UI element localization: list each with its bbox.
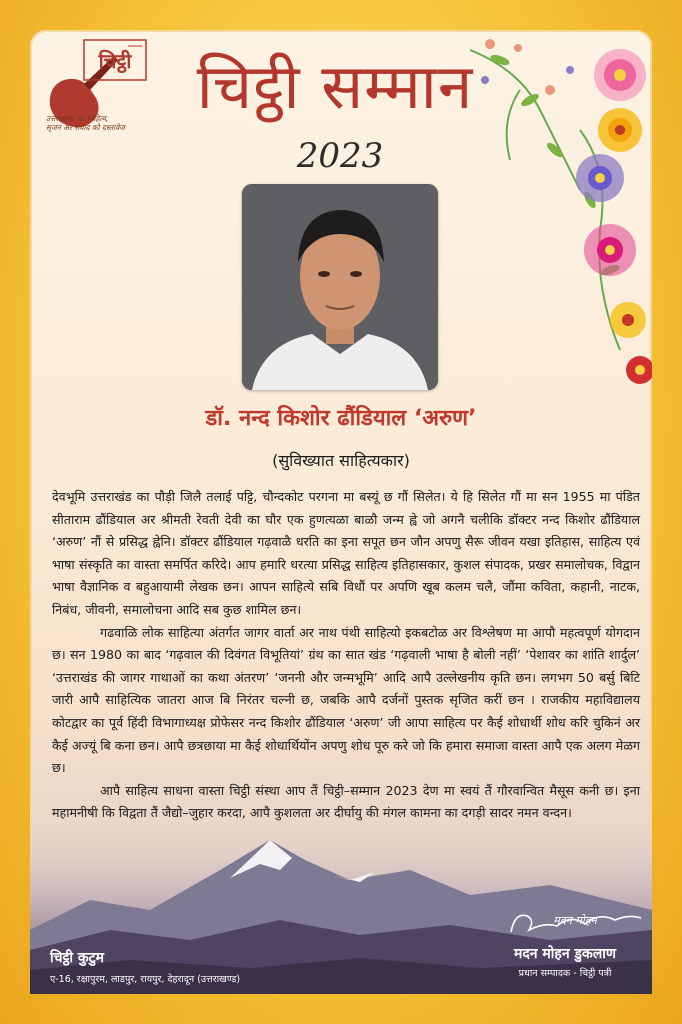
logo-tagline-line2: सृजन अर संवाद को दस्तावेज: [46, 123, 125, 132]
portrait-image: [242, 184, 438, 390]
honoree-photo: [242, 184, 438, 390]
pink-flower-icon: [594, 49, 646, 101]
citation-text: [52, 486, 640, 825]
honoree-designation: (सुविख्यात साहित्यकार): [272, 451, 410, 470]
signatory-title: प्रधान सम्पादक - चिट्ठी पत्री: [518, 968, 612, 979]
signatory-name: मदन मोहन डुकलाण: [513, 946, 616, 962]
flower-decoration: [460, 30, 652, 390]
honoree-name: डॉ. नन्द किशोर ढौंडियाल ‘अरुण’: [205, 406, 477, 431]
logo-tagline: [46, 114, 166, 132]
logo-tagline-line1: उत्तराखण्ड का साहित्य,: [46, 114, 109, 123]
logo-name: चिट्ठी: [98, 49, 132, 73]
yellow-flower-icon: [598, 108, 642, 152]
small-blossom-icons: [481, 39, 574, 95]
citation-paragraph-3: आपै साहित्य साधना वास्ता चिट्ठी संस्था आप तैं चिट्ठी–सम्मान 2023 देण मा स्वयं तैं गौरवान्वित मैसूस कनी छ। इना महामनीषी कि विद्वता तैं जैद्यो–जुहार करदा, आपै कुशलता अर दीर्घायु की मंगल कामना का दगड़ी सादर नमन वन्दन।: [52, 782, 640, 821]
magenta-flower-icon: [584, 224, 636, 276]
organization-address: ए-16, रक्षापुरम, लाडपुर, रायपुर, देहरादून (उत्तराखण्ड): [50, 974, 241, 985]
organization-name: चिट्ठी कुटुम: [50, 950, 105, 966]
citation-paragraph-1: देवभूमि उत्तराखंड का पौड़ी जिलै तलाई पट्टि, चौन्दकोट परगना मा बस्यूं छ गौं सिलेत। ये हि सिलेत गौं मा सन 1955 मा पंडित सीताराम ढौंडियाल अर श्रीमती रेवती देवी का घौर एक हुणत्यळा बाळौ जन्म ह्वे जो अगनै चलीकि डॉक्टर नन्द किशोर ढौंडियाल ‘अरुण’ नौं से प्रसिद्ध ह्वेनि। डॉक्टर ढौंडियाल गढ़वाळै धरति का इना सपूत छन जौन अपणु सैरू जीवन यखा इतिहास, साहित्य एवं भाषा संस्कृति का वास्ता समर्पित करिदे। आप हमारि धरत्या प्रसिद्ध साहित्य इतिहासकार, कुशल संपादक, प्रखर समालोचक, विद्वान भाषा वैज्ञानिक व बहुआयामी लेखक छन। आपन साहित्ये सबि विधौं पर अपणि खूब कलम चलै, जौंमा कविता, कहानी, नाटक, निबंध, जीवनी, समालोचना आदि सब कुछ शामिल छन।: [52, 489, 640, 617]
citation-paragraph-2: गढवाळि लोक साहित्या अंतर्गत जागर वार्ता अर नाथ पंथी साहित्यो इकबटोळ अर विश्लेषण मा आपौ महत्वपूर्ण योगदान छ। सन 1980 का बाद ‘गढ़वाल की दिवंगत विभूतियां’ ग्रंथ का सात खंड ‘गढ़वाली भाषा है बोली नहीं’ ‘पेशावर का शांति शार्दुल’ ‘उत्तराखंड की जागर गाथाओं का कथा अंतरण’ ‘जननी और जन्मभूमि’ आदि आपै उल्लेखनीय कृति छन। लगभग 50 बर्सु बिटि जारी आपै साहित्यिक जातरा आज बि निरंतर चल्नी छ, जबकि आपै दर्जनों पुस्तक सृजित करीं छन । राजकीय महाविद्यालय कोटद्वार का पूर्व हिंदी विभागाध्यक्ष प्रोफेसर नन्द किशोर ढौंडियाल ‘अरुण’ जी आपा साहित्य पर कैई शोधार्थी शोध करि चुकिनं अर कैई अज्यूं बि कना छन। आपै छत्रछाया मा कैई शोधार्थियोंन अपणु शोध पूरु करे जो कि हमारा समाजा वास्ता आपै एक अलग मेळग छ।: [52, 624, 640, 776]
signature: [505, 902, 645, 942]
page-title: चिट्ठी सम्मान: [196, 50, 474, 123]
mountain-backdrop: [30, 800, 652, 994]
purple-flower-icon: [576, 154, 624, 202]
small-yellow-flower-icon: [610, 302, 646, 338]
award-year: 2023: [296, 136, 384, 176]
signature-text: मदन मोहन: [553, 914, 597, 927]
red-flower-icon: [626, 356, 652, 384]
